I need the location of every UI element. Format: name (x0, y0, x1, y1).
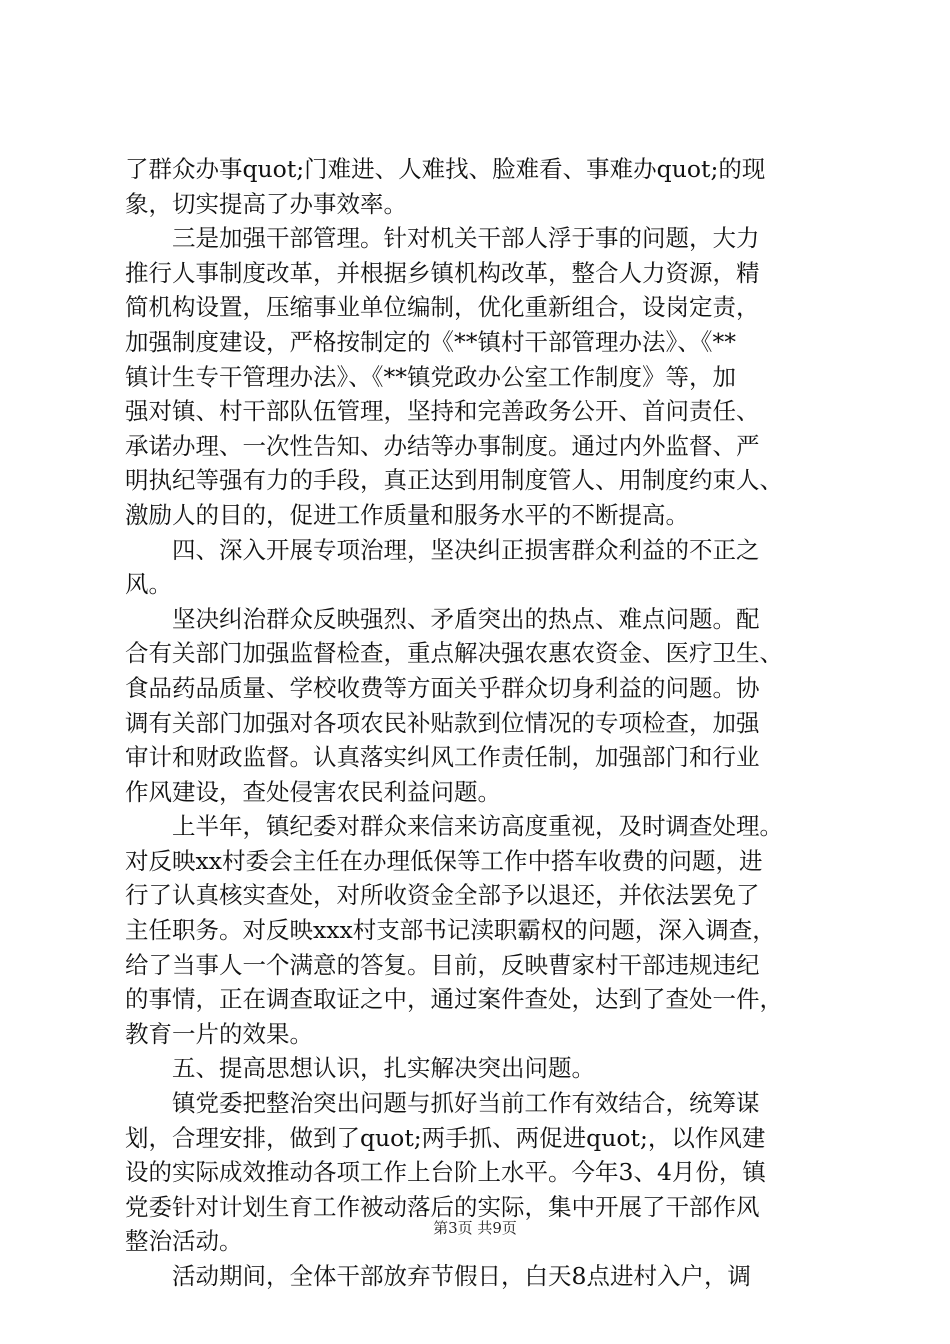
text-line: 设的实际成效推动各项工作上台阶上水平。今年3、4月份，镇 (125, 1158, 766, 1187)
text-line: 党委针对计划生育工作被动落后的实际，集中开展了干部作风 (125, 1192, 760, 1221)
text-line: 激励人的目的，促进工作质量和服务水平的不断提高。 (125, 500, 689, 529)
text-line: 坚决纠治群众反映强烈、矛盾突出的热点、难点问题。配 (125, 604, 760, 633)
text-line: 承诺办理、一次性告知、办结等办事制度。通过内外监督、严 (125, 431, 760, 460)
text-line: 镇党委把整治突出问题与抓好当前工作有效结合，统筹谋 (125, 1089, 760, 1118)
text-line: 活动期间，全体干部放弃节假日，白天8点进村入户，调 (125, 1262, 751, 1290)
text-line: 教育一片的效果。 (125, 1019, 313, 1048)
text-line: 整治活动。 (125, 1227, 243, 1256)
text-line: 四、深入开展专项治理，坚决纠正损害群众利益的不正之 (125, 535, 760, 564)
text-line: 划，合理安排，做到了quot;两手抓、两促进quot;，以作风建 (125, 1123, 766, 1152)
text-line: 三是加强干部管理。针对机关干部人浮于事的问题，大力 (125, 224, 760, 253)
text-line: 风。 (125, 570, 172, 599)
text-line: 象，切实提高了办事效率。 (125, 189, 407, 218)
text-line: 镇计生专干管理办法》、《**镇党政办公室工作制度》等，加 (125, 362, 736, 391)
text-line: 给了当事人一个满意的答复。目前，反映曹家村干部违规违纪 (125, 950, 760, 979)
text-line: 作风建设，查处侵害农民利益问题。 (125, 777, 501, 806)
text-line: 加强制度建设，严格按制定的《**镇村干部管理办法》、《** (125, 327, 736, 356)
text-line: 明执纪等强有力的手段，真正达到用制度管人、用制度约束人、 (125, 466, 783, 495)
document-body (125, 152, 835, 1294)
page-indicator: 第3页 共9页 (433, 1219, 517, 1237)
text-line: 调有关部门加强对各项农民补贴款到位情况的专项检查，加强 (125, 708, 760, 737)
text-line: 强对镇、村干部队伍管理，坚持和完善政务公开、首问责任、 (125, 397, 760, 426)
text-line: 审计和财政监督。认真落实纠风工作责任制，加强部门和行业 (125, 743, 760, 772)
text-line: 了群众办事quot;门难进、人难找、脸难看、事难办quot;的现 (125, 155, 766, 183)
text-line: 对反映xx村委会主任在办理低保等工作中搭车收费的问题，进 (125, 846, 763, 875)
text-line: 行了认真核实查处，对所收资金全部予以退还，并依法罢免了 (125, 881, 760, 910)
text-line: 食品药品质量、学校收费等方面关乎群众切身利益的问题。协 (125, 673, 760, 702)
text-line: 推行人事制度改革，并根据乡镇机构改革，整合人力资源，精 (125, 258, 760, 287)
text-line: 合有关部门加强监督检查，重点解决强农惠农资金、医疗卫生、 (125, 639, 783, 668)
text-line: 上半年，镇纪委对群众来信来访高度重视，及时调查处理。 (125, 812, 783, 841)
text-line: 简机构设置，压缩事业单位编制，优化重新组合，设岗定责， (125, 293, 760, 322)
text-line: 的事情，正在调查取证之中，通过案件查处，达到了查处一件， (125, 985, 783, 1014)
text-line: 主任职务。对反映xxx村支部书记渎职霸权的问题，深入调查， (125, 916, 776, 945)
text-line: 五、提高思想认识，扎实解决突出问题。 (125, 1054, 595, 1083)
